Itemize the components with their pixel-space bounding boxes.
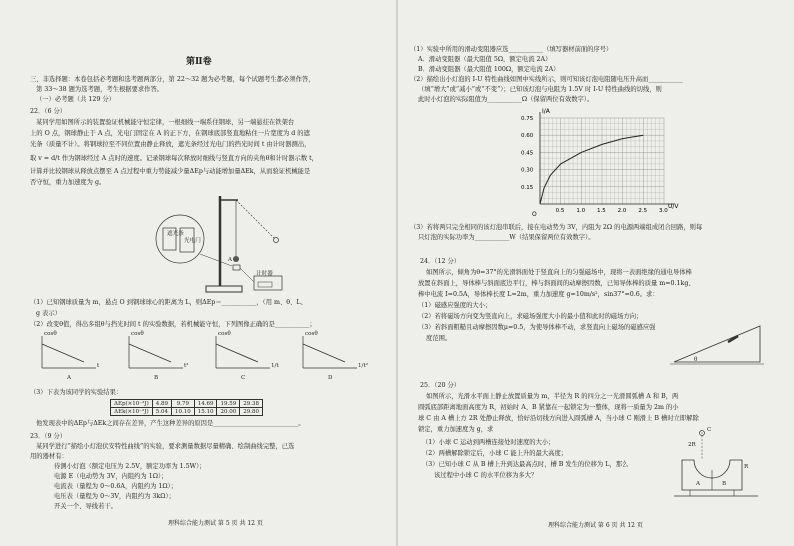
page-footer: 理科综合能力测试 第 5 页 共 12 页 [168,520,263,527]
x-tick-label: 2.0 [617,208,627,214]
graph-option-d [295,332,365,372]
table-row [111,408,263,416]
graph-b-ylabel: cosθ [131,331,144,337]
question-23-body: 用的器材有： [30,453,68,460]
section-title: 第Ⅱ卷 [186,57,212,67]
question-25-body: 圆弧底部距离地面高度为 R，初始时 A、B 紧靠在一起锁定为一整体，现将一质量为 2m 的小 [418,404,679,411]
graph-option-a [34,332,104,372]
instruction-line: 三、非选择题：本卷包括必考题和选考题两部分，第 22～32 题为必考题，每个试题考生都必须作答， [30,76,315,83]
graph-c-xlabel: 1/t [271,363,279,369]
question-23-part-3-cont: 只灯泡的实际功率为___________W（结果保留两位有效数字）。 [418,234,595,241]
table-cell: 4.89 [152,400,171,408]
graph-d-label: D [328,375,333,381]
graph-b-label: B [154,375,159,381]
y-tick-label: 0.75 [521,116,534,122]
question-22-part-1-cont: g 表示） [36,310,61,317]
question-22-number: 22．（6 分） [30,108,67,115]
table-cell: 15.10 [194,408,217,416]
question-25-part: 该过程中小球 C 的水平位移为多大？ [434,472,538,479]
question-23-body: 某同学进行“描绘小灯泡伏安特性曲线”的实验，要求测量数据尽量精确、绘制曲线完整，已选 [36,443,295,450]
fig-label-2r: 2R [688,442,696,448]
y-tick-label: 0.30 [521,167,534,174]
figure-label-gate: 光电门 [184,238,201,244]
graph-option-c [208,332,278,372]
chart-ticks [521,116,668,214]
x-tick-label: 1.5 [597,208,606,214]
incline-angle-label: θ [694,357,698,363]
question-22-body: 光条（质量不计）。将钢球拉至不同位置由静止释放，遮光条经过光电门的挡光时间 t 由计时器测出， [30,141,311,148]
question-23-part-1: （1）实验中所用的滑动变阻器应选___________（填写器材前面的序号） [410,46,613,53]
question-24-body: 棒中电流 I=0.5A，导体棒长度 L=2m，重力加速度 g=10m/s²，sin37°=0.6。求： [418,291,659,298]
option-line: A．滑动变阻器（最大阻值 5Ω，额定电流 2A） [418,56,552,63]
figure-label-point-a: A [228,257,233,263]
table-cell: 29.80 [240,408,263,416]
page-footer: 理科综合能力测试 第 6 页 共 12 页 [548,522,643,529]
x-tick-label: 0.5 [555,208,565,214]
figure-label-timer: 计时器 [256,271,273,277]
graph-b-xlabel: t² [184,363,189,369]
chart-origin-label: O [532,211,537,218]
table-cell: 19.59 [217,400,240,408]
y-tick-label: 0.60 [521,133,534,140]
chart-xlabel: U/V [668,203,679,210]
question-23-part-2-cont: 此时小灯泡的实际阻值为___________Ω（保留两位有效数字）。 [418,96,594,103]
question-24-part: （2）若将磁场方向变为竖直向上，求磁场强度大小的最小值和此时的磁场方向； [418,313,643,320]
graph-c-ylabel: cosθ [218,331,231,337]
equipment-item: 电源 E（电动势为 3V，内阻约为 1Ω）； [54,473,168,480]
question-22-body: 某同学用如图所示的装置验证机械能守恒定律，一根细线一端系住钢球，另一端悬挂在铁架台 [36,119,295,126]
equipment-item: 待测小灯泡（额定电压为 2.5V，额定功率为 1.5W）； [54,463,206,470]
table-cell: 20.00 [217,408,240,416]
question-22-body: 否守恒，重力加速度为 g。 [30,179,106,186]
right-page [398,0,794,546]
graph-a-label: A [67,375,72,381]
x-tick-label: 1.0 [576,208,586,214]
instruction-line: 第 33～38 题为选考题，考生根据要求作答。 [36,86,164,93]
equipment-item: 电压表（量程为 0～3V，内阻约为 3kΩ）； [54,493,175,500]
question-24-part: （1）磁感应强度的大小； [418,302,492,309]
x-tick-label: 2.5 [638,208,648,214]
table-row-head: ΔEk(×10⁻²J) [111,408,153,416]
question-25-body: 如图所示，光滑水平面上静止放置质量为 m，半径为 R 的四分之一光滑圆弧槽 A 和 B，两 [426,393,679,400]
table-cell: 29.38 [240,400,263,408]
question-22-body: 取 v = d/t 作为钢球经过 A 点时的速度。记录钢球每次释放时细线与竖直方向的夹角θ和计时器示数 t， [30,155,318,162]
table-cell: 10.10 [171,408,194,416]
fig-label-r: R [744,464,749,470]
left-page [0,0,396,546]
question-22-body: 计算并比较钢球从释放点摆至 A 点过程中重力势能减少量ΔEp与动能增加量ΔEk，从而验证机械能是 [30,168,311,175]
table-cell: 5.04 [152,408,171,416]
graph-option-b [121,332,191,372]
answer-graphs [34,332,374,384]
fig-label-a: A [696,481,701,487]
equipment-item: 开关一个、导线若干。 [54,503,117,510]
results-table [110,399,263,416]
table-row [111,400,263,408]
question-25-body: 球 C 由 A 槽上方 2R 处静止释放，恰好沿切线方向进入圆弧槽 A，当小球 C 刚滑上 B 槽时立即解除 [418,415,699,422]
question-25-body: 锁定，重力加速度为 g，求 [418,426,494,433]
y-tick-label: 0.45 [521,150,534,157]
question-24-part: 度范围。 [426,335,452,342]
option-line: B．滑动变阻器（最大阻值 100Ω，额定电流 2A） [418,66,560,73]
incline-figure [668,320,768,368]
figure-label-shade: 遮光条 [167,231,184,237]
chart-axes [540,112,674,204]
graph-d-ylabel: cosθ [305,331,318,337]
question-24-part: （3）若斜面粗糙且动摩擦因数μ=0.5，为使导体棒不动，求竖直向上磁场的磁感应强 [418,324,656,331]
question-25-number: 25．（20 分） [420,382,461,389]
table-row-head: ΔEp(×10⁻²J) [111,400,153,408]
question-24-body: 放置在斜面上，导体棒与斜面底边平行，棒与斜面间的动摩擦因数，已知导体棒的质量 m=0.1kg、 [418,280,695,287]
question-25-part: （3）已知小球 C 从 B 槽上升到达最高点时，槽 B 发生的位移为 L，那么 [422,461,629,468]
iu-curve-chart [518,104,688,222]
graph-d-xlabel: 1/t² [358,363,368,369]
chart-grid [540,118,664,204]
graph-c-label: C [241,375,246,381]
question-22-part-3-cont: 他发现表中的ΔEp与ΔEk之间存在差异，产生这种差异的原因是___________________________。 [36,420,305,427]
arc-troughs-figure [672,430,762,504]
question-24-body: 如图所示，倾角为θ=37°的光滑斜面处于竖直向上的匀强磁场中，现将一表面绝缘的通电导体棒 [426,269,692,276]
question-22-part-1: （1）已知钢球质量为 m，悬点 O 到钢球球心的距离为 L，则ΔEp＝___________，（用 m、θ、L、 [30,299,307,306]
question-22-part-2: （2）改变θ值，得出多组θ与挡光时间 t 的实验数据，若机械能守恒，下列图像正确的是___________； [30,321,316,328]
fig-label-c: C [707,427,712,433]
question-24-number: 24．（12 分） [420,258,461,265]
fig-label-b: B [722,481,727,487]
question-23-part-2: （2）描绘出小灯泡的 I-U 特性曲线如图中实线所示，则可知该灯泡电阻随电压升高而___________ [410,76,683,83]
chart-ylabel: I/A [542,108,550,115]
pendulum-apparatus-figure [140,194,300,299]
table-cell: 14.69 [194,400,217,408]
question-23-number: 23．（9 分） [30,433,67,440]
y-tick-label: 0.15 [521,184,534,191]
question-23-part-2-cont: （填“增大”或“减小”或“不变”）；已知该灯泡与电阻为 1.5V 时 I-U 特性曲线的切线，则 [418,86,662,93]
graph-a-xlabel: t [97,363,100,369]
graph-a-ylabel: cosθ [44,331,57,337]
equipment-item: 电流表（量程为 0～0.6A，内阻约为 1Ω）； [54,483,178,490]
question-22-part-3: （3）下表为该同学的实验结果： [30,389,123,396]
x-tick-label: 3.0 [659,208,668,214]
question-22-body: 上的 O 点，钢球静止于 A 点，光电门固定在 A 的正下方，在钢球底部竖直地粘住一片宽度为 d 的遮 [30,130,310,137]
instruction-line: （一）必考题（共 129 分） [36,96,115,103]
table-cell: 9.79 [171,400,194,408]
question-23-part-3: （3）若将两只完全相同的该灯泡串联后，接在电动势为 3V，内阻为 2Ω 的电源两端组成闭合回路，则每 [410,224,703,231]
question-25-part: （2）两槽解除锁定后，小球 C 能上升的最大高度； [422,450,568,457]
question-25-part: （1）小球 C 运动到两槽连接处时速度的大小； [422,439,555,446]
